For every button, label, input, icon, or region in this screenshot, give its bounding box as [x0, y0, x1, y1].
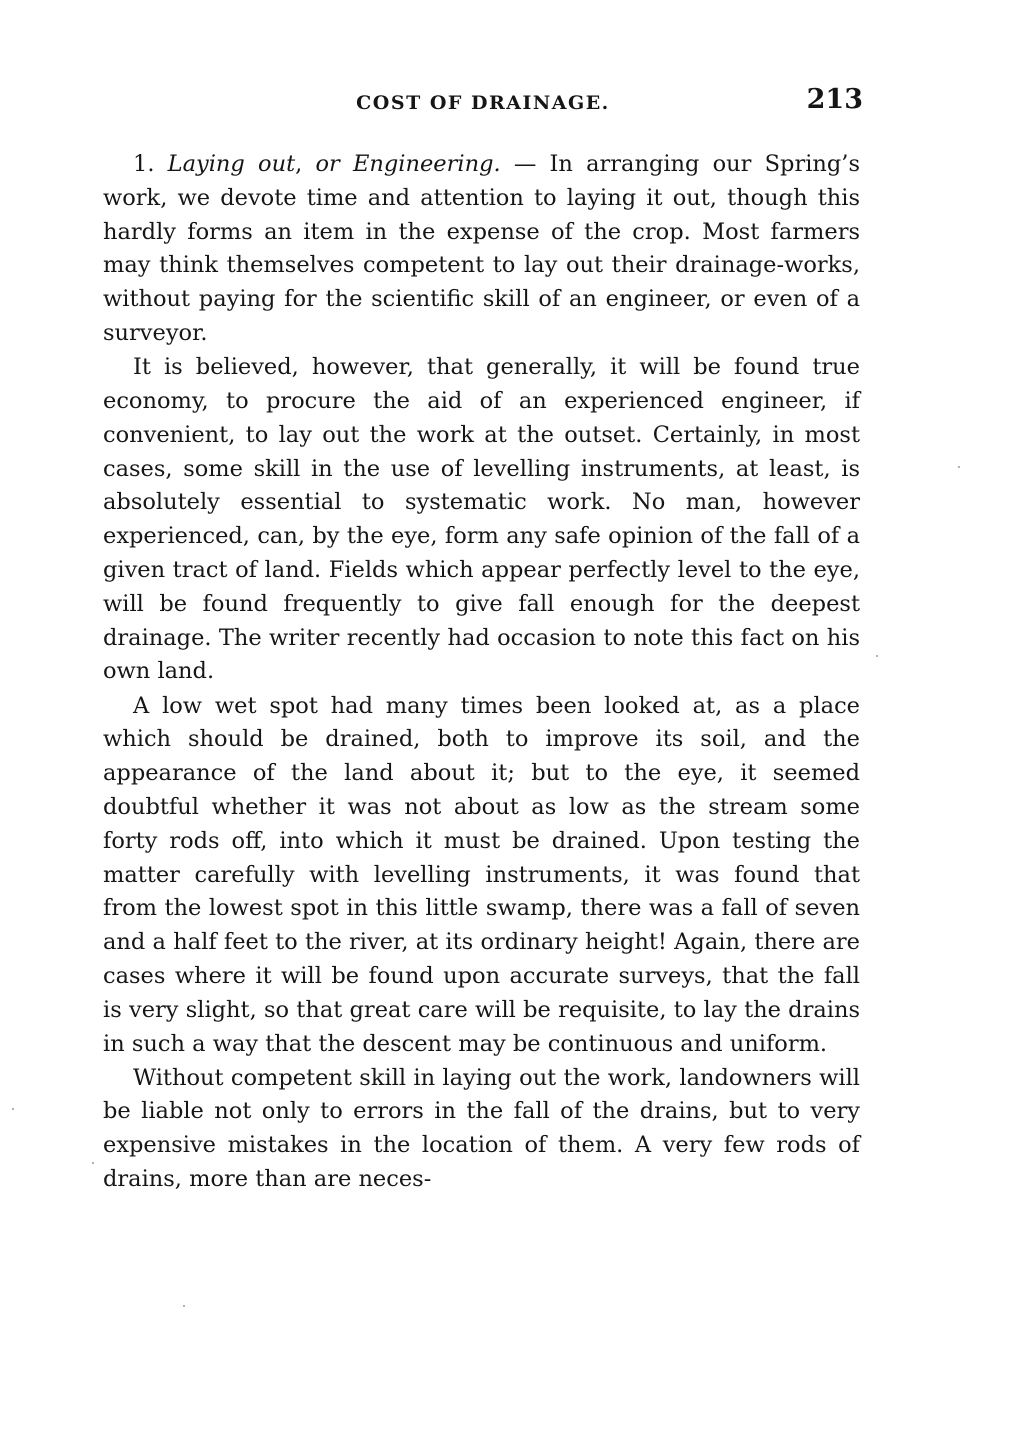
scan-speck: [958, 466, 960, 468]
paragraph-1: [103, 148, 860, 351]
paragraph-2: It is believed, however, that generally, it will be found true economy, to procure the aid of an experienced engineer, if convenient, to lay out the work at the outset. Certainly, in most cases, some skill in the use of levelling instruments, at least, is absolutely essential to systematic work. No man, however experienced, can, by the eye, form any safe opinion of the fall of a given tract of land. Fields which appear perfectly level to the eye, will be found frequently to give fall enough for the deepest drainage. The writer recently had occasion to note this fact on his own land.: [103, 354, 860, 685]
page-header: [103, 84, 863, 124]
paragraph-1-text: In arranging our Spring’s work, we devote time and attention to laying it out, though this hardly forms an item in the expense of the crop. Most farmers may think themselves competent to lay out their drainage-works, without paying for the scientific skill of an engineer, or even of a surveyor.: [103, 151, 860, 346]
page-number: 213: [806, 84, 863, 115]
section-dash: —: [500, 151, 550, 177]
scan-speck: [12, 1108, 14, 1110]
section-title-part2: Engineering.: [352, 151, 501, 177]
section-title-part1: Laying out: [167, 151, 296, 177]
section-number: 1.: [133, 151, 155, 177]
scan-speck: [92, 1162, 94, 1164]
scan-speck: [876, 655, 878, 657]
paragraph-4: Without competent skill in laying out the work, landowners will be liable not only to errors in the fall of the drains, but to very expensive mistakes in the location of them. A very few rods of drains, more than are neces-: [103, 1064, 860, 1193]
section-title-sep: ,: [295, 151, 316, 177]
paragraph-3: A low wet spot had many times been looked at, as a place which should be drained, both to improve its soil, and the appearance of the land about it; but to the eye, it seemed doubtful whether it was not about as low as the stream some forty rods off, into which it must be drained. Upon testing the matter carefully with levelling instruments, it was found that from the lowest spot in this little swamp, there was a fall of seven and a half feet to the river, at its ordinary height! Again, there are cases where it will be found upon accurate surveys, that the fall is very slight, so that great care will be requisite, to lay the drains in such a way that the descent may be continuous and uniform.: [103, 692, 860, 1057]
running-title: COST OF DRAINAGE.: [356, 92, 610, 114]
scan-speck: [183, 1305, 185, 1307]
body-text: [103, 148, 860, 1197]
section-title-or: or: [315, 151, 340, 177]
